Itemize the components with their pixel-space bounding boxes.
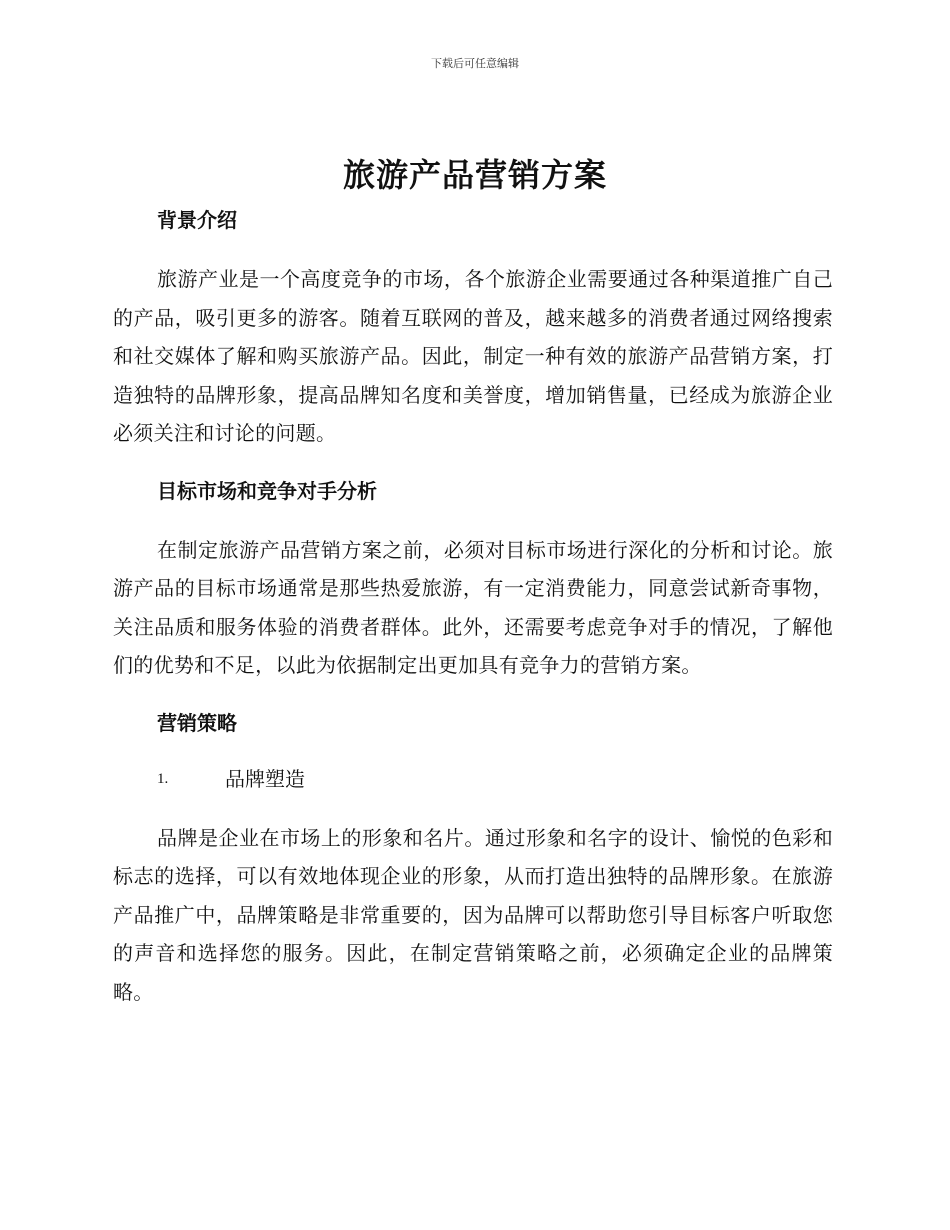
paragraph-brand-building: 品牌是企业在市场上的形象和名片。通过形象和名字的设计、愉悦的色彩和标志的选择，可以有效地体现企业的形象，从而打造出独特的品牌形象。在旅游产品推广中，品牌策略是非常重要的，因为品牌可以帮助您引导目标客户听取您的声音和选择您的服务。因此，在制定营销策略之前，必须确定企业的品牌策略。	[113, 825, 833, 1004]
section-heading-market-analysis: 目标市场和竞争对手分析	[157, 478, 377, 503]
paragraph-market-analysis: 在制定旅游产品营销方案之前，必须对目标市场进行深化的分析和讨论。旅游产品的目标市场通常是那些热爱旅游，有一定消费能力，同意尝试新奇事物，关注品质和服务体验的消费者群体。此外，还需要考虑竞争对手的情况，了解他们的优势和不足，以此为依据制定出更加具有竞争力的营销方案。	[113, 537, 833, 677]
document-body	[113, 204, 833, 1011]
list-item-label: 品牌塑造	[225, 766, 305, 791]
section-heading-marketing-strategy: 营销策略	[157, 710, 237, 735]
document-title: 旅游产品营销方案	[342, 156, 607, 194]
header-note: 下载后可任意编辑	[431, 57, 519, 70]
section-heading-background: 背景介绍	[157, 208, 237, 232]
list-item-brand-building	[113, 763, 833, 796]
list-item-number: 1.	[157, 770, 169, 787]
paragraph-background: 旅游产业是一个高度竞争的市场，各个旅游企业需要通过各种渠道推广自己的产品，吸引更多的游客。随着互联网的普及，越来越多的消费者通过网络搜索和社交媒体了解和购买旅游产品。因此，制定一种有效的旅游产品营销方案，打造独特的品牌形象，提高品牌知名度和美誉度，增加销售量，已经成为旅游企业必须关注和讨论的问题。	[113, 267, 833, 445]
